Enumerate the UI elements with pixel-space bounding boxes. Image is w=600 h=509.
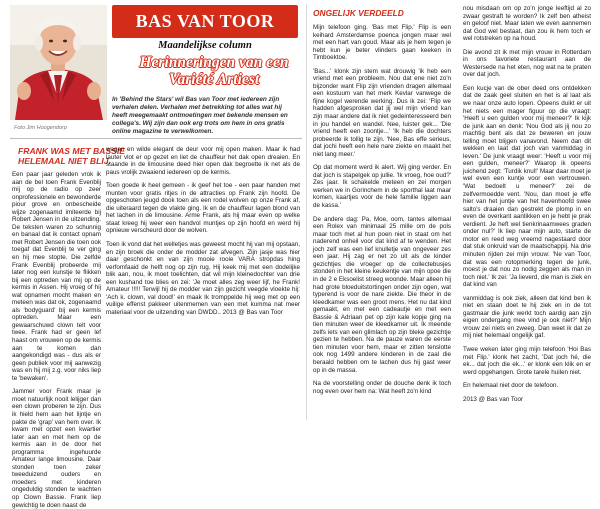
paragraph: Twee weken later ging mijn telefoon 'Hoi Bas met Flip.' klonk het zacht, 'Dat joch hé, die ek... dat joch die ek...' er klonk een klik en er werd opgehangen. Grote tarele huilen niet. — [463, 345, 591, 376]
paragraph: En helemaal niet door de telefoon. — [463, 382, 559, 390]
article1-title: FRANK WAS MET BASSIE HELEMAAL NIET BLIJ. — [18, 146, 125, 166]
paragraph: Toen goede ik heel gemeen - ik geef het toe - een paar handen met munten voor gratis ritjes in de attracties op Frank zijn hoofd. De opgeschoten jeugd dook toen als een rodel wolven op onze Frank af, die uiteraard tegen de vlakte ging. Ik en de chauffeur lagen blond van het lachen in de limousine. Arme Frank, als hij maar even op welke staat kreeg hij weer een handvol muntjes op zijn hoofd en werd hij opnieuw verscheurd door de wolven. — [106, 182, 300, 235]
paragraph: Jammer voor Frank maar je moet natuurlijk nooit lelijger dan een clown proberen te zijn. Dus ik hield hem aan het lijntje en pakte de 'grap' van hem over. Ik kwam met opzet een kwartier later aan en met hem op de kermis aan in de door het programma ingehuurde Amateur lange limousine. Daar stonden toen zeker tweeduizend ouders en moeders met kinderen ongeduldig stonden te wachten op Clown Bassie. Frank liep gewichtig te doen naast de — [12, 388, 101, 509]
paragraph: vanmiddag is ook ziek, alleen dat kind ben ik niet en staan doet te hij ziek en in de tot gastmaar die junk werkt toch aardig aan zijn eigen ondergang mee vind je ook niet?' Mijn vrouw zei niets en zweeg. Dan weet ik dat ze mij niet helemaal ongelijk gaf. — [463, 294, 591, 340]
article1-col1-body — [12, 171, 101, 509]
paragraph: 'Bas...' klonk zijn stem wat drouwig 'ik heb een vriend met een probleem. Nou dat ene niet zo'n bijzonder want Flip zijn vrienden dragen allemaal een kostuum van het merk Kevlar vanwege de fijne kogel werende werking. Dus ik zei: 'Flip we hadden afgesproken dat jij wel mijn vriend kan zijn maar andere dat ik niet gedeinteresseerd ben in jou handel en wandel. Nee, luister gek... 'Die vriend heeft een zoontje...' 'Ik heb die dochters probeerde ik tollig te zijn. 'Nee, Bas effe serieus, dat jochi heeft een hele nare ziekte en maakt het niet lang meer.' — [313, 67, 451, 158]
article1-column-right — [106, 146, 300, 316]
article2-column-right — [463, 5, 591, 403]
column-subtitle: Maandelijkse column — [158, 40, 252, 51]
paragraph: De andere dag: Pa, Moe, oom, tantes allemaal een Rolex van minimaal 25 mille om de pols maar toch met al hun poen niet in staat om het naderend onheil voor dat kind af te wenden. Het joch zelf was een lief knulletje van ongeveer zes een jaar. Hij zag er net zo uit als de kinder gezichtjes die vroeger op de collectebusjes stonden in het kleine keukentje van mijn opoe die in de 2 e Eksoelist streeg woonde. Maar alleen hij had grote bloeduitstortingen onder zijn ogen, wat typerend is voor de nare ziekte. Die theor in de kleedkamer was een groot mens. Het nu dat kind gemaakt, en met een cadeautje en met een Bassie & Adriaan pet op zijn kale kopje ging na tien minuten weer de kleedkamer uit. Ik meende zelfs iets van een glimlach op zijn bleke gezichtje gezien te hebben. Na de pauze waren de eerste tien minuten voor hem, maar er zitten tenslotte ook nog 1499 andere kinderen in de zaal die beraald hebben om te lachen dus hij gast weer op in de massa. — [313, 215, 451, 374]
paragraph: Toen ik vond dat het welletjes was geweest mocht hij van mij opstaan, en zijn broek die onder de modder zat afvegen. Zijn jasje was hier daar geschonkt en van zijn mooie rooie VARA stropdas hing verfomfaaid de helft nog op zijn rug. Hij keek mij met een dodelijke blik aan, nou, ik moet toelichten, dat wil mijn kleinedochter van drie een kushand toe blies en zei: 'Je moet alles zeg weer lijf, he Frank! Amateur !!!!! Terwijl hij de modder van zijn gezicht veegde vloekte hij: 'Ach k. clown, val dood!' en maak Ik tromppelde hij weg met op een vuilige effenst pakkeer uitenmemen van een met kumma nat meer materiaal voor de uitzending van DWDD.. 2013 @ Bas van Toor — [106, 241, 300, 316]
paragraph: Na de voorstelling onder de douche denk ik toch nog even over hem na: Wat heeft zo'n kind — [313, 380, 451, 395]
column-divider — [306, 4, 307, 420]
intro-text: In 'Behind the Stars' wil Bas van Toor met iedereen zijn verhalen delen. Verhalen met betrekking tot alles wat hij heeft meegemaakt ontmoetingen met bekende mensen en collega's. Wij zijn dan ook erg trots om hem in ons gratis online magazine te verwelkomen. — [112, 96, 288, 135]
article2-column-middle — [313, 24, 451, 395]
paragraph: nou misdaan om op zo'n jonge leeftijd al zo zwaar gestraft te worden? Ik zelf ben atheist en geloof niet. Maar laten we even aannemen dat God wel bestaat, dan zou ik hem toch er wel rotstreken op na houd. — [463, 5, 591, 43]
paragraph: Op dat moment werd ik alert. Wij ging verder. En dat joch is stapelgek op jullie. 'Ik vroeg, hoe oud?' Zes jaar. Ik schakelde meteen en zei morgen werken we in Gorinchem in de sporthal laat maar komen, kaartjes voor de hele familie liggen aan de kassa.' — [313, 164, 451, 210]
paragraph: Een paar jaar geleden vrok ik aan de bel toen Frank Evenblij mij op de radio op zeer onprofessionele en bewonderde piour grove en onbescheide wijze zogenaamd imiteerde bij Robert Jensen in de uitzending. De teksten waren zo schunnig en banaal dat ik contact opnam met Robert Jensen die toen ook toegaf dat Evenblij te ver ging en hij mee stopte. Die zelfde Frank Evenblij probeerde mij later nog een kunstje te flikken bij een optreden van mij op de kermis in Assen. Hij vroeg of hij wat opnamen mocht maken en meteen was dat ok, zogenaamd als 'bodyguard' bij een kermis optreden. Maar een gewaarschuwd clown telt voor twee. Frank had er geen lef haast om vrouwen op de kermis aan te komen dan aangekondigd was - dus als er geen publiek voor mij aanwezig was en hij mij z.g. voor niks liep te 'bewaken'. — [12, 171, 101, 382]
headline: Herinneringen van een Variété Artiest — [139, 54, 289, 88]
header-divider — [10, 138, 302, 139]
paragraph: Een kucje van de ober deed ons ontdekken dat de zaak geel sluiten en het is al laat als we naar onze auto lopen. Opeens duikt er uit het niets een mager figuur op die vraagt: 'Heeft u een gulden voor mij meneer?' Ik kijk de junk aan en denk: 'Nou God als jij nou zo machtig bent als dat ze beweren en jouw telling moet blijgen vanavond. Neem dan dit wekken en laat dat joch van vanmiddag in leven.' De junk vraagt weer: 'Heeft u voor mij een gulden, meneer?' Waarop ik opeens juichend zegt: 'Turdik knul!' Maar daar moet je wel even een kuntje voor een vertrouwen. 'Wat bedoelt u meneer?' zei de zelfvermoedde vent. 'Nou, dan moet je effe hier van het juntje van het havenhoofd swee salto's draaien dan gestrekt de plomp in en even de overkant aantikken en je hebt je prak verdient. Je heft wel tienkrinaamwees graden onder nul?' Ik liep naar mijn auto, starte de motor en reed weg vreemd nagestaard door dat stuk onkruid van de maatschappij. Na drie minuten rijden zei mijn vrouw: 'Ne van Toor, dat was een rotopmerking tegen de junk, moest je dat nou zo nodig zeggen als man in toch niet.' Ik zei: 'Ja lieverd, die man is ziek en dat kind van — [463, 84, 591, 289]
brand-title: BAS VAN TOOR — [135, 11, 275, 31]
paragraph: wagen en wilde elegant de deur voor mij open maken. Maar ik had lauter vlot er op gezet en liet de chauffeur het dak open dreaien. En staande in de limousine deed hier open dak begroette ik net als de paus vrolijk zwaaiend iedereen op de kermis. — [106, 146, 300, 176]
portrait-photo — [10, 5, 107, 120]
paragraph: Mijn telefoon ging. 'Bas met Flip.' Flip is een keihard Amsterdamse poenca jongen maar wel met een hart van goud. Maar als je hem tegen je hebt kun je beter vlinders gaan keeken in Timboektoe. — [313, 24, 451, 62]
brand-banner — [112, 5, 298, 38]
copyright: 2013 @ Bas van Toor — [463, 395, 524, 403]
article2-title: ONGELIJK VERDEELD — [313, 8, 404, 18]
photo-credit: Foto Jim Hoogendorp — [14, 125, 67, 131]
paragraph: Die avond zit ik met mijn vrouw in Rotterdam in ons favoriete restaurant aan de Westersede na het eten, nog wat na te praten over dat joch. — [463, 48, 591, 79]
portrait-illustration — [10, 5, 107, 120]
